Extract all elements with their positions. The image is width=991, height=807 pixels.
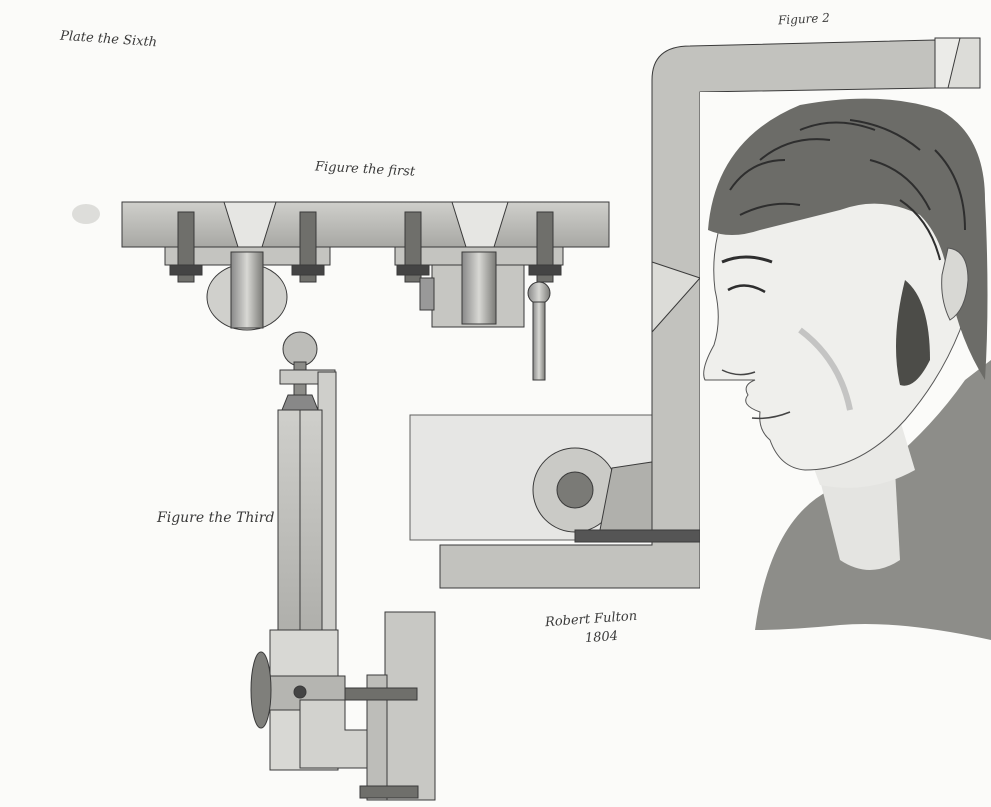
figure-third-drawing xyxy=(251,332,435,800)
lever-knob xyxy=(528,282,550,304)
screw-rod-lower xyxy=(360,786,418,798)
right-block xyxy=(385,612,435,800)
base-rail xyxy=(575,530,700,542)
signature-year: 1804 xyxy=(584,628,619,647)
bolt-nut xyxy=(292,265,324,275)
hand-wheel xyxy=(251,652,271,728)
screw-rod xyxy=(345,688,417,700)
right-bearing-cap xyxy=(420,278,434,310)
lever-rod xyxy=(533,302,545,380)
top-knob xyxy=(283,332,317,366)
bolt-nut xyxy=(529,265,561,275)
figure-second-caption: Figure 2 xyxy=(777,10,831,28)
paper-stain xyxy=(72,204,100,224)
artist-signature: Robert Fulton xyxy=(544,608,638,631)
post-cap xyxy=(282,395,318,410)
bolt-nut xyxy=(170,265,202,275)
bolt-nut xyxy=(397,265,429,275)
pivot-pin xyxy=(294,686,306,698)
figure-first-drawing xyxy=(122,202,609,380)
left-roller-axle xyxy=(231,252,263,328)
figure-third-caption: Figure the Third xyxy=(157,510,275,526)
top-beam xyxy=(122,202,609,247)
right-bearing-axle xyxy=(462,252,496,324)
profile-portrait xyxy=(700,92,991,807)
frame-roller-hub xyxy=(557,472,593,508)
figure-first-caption: Figure the first xyxy=(314,159,416,180)
plate-title: Plate the Sixth xyxy=(59,28,158,51)
